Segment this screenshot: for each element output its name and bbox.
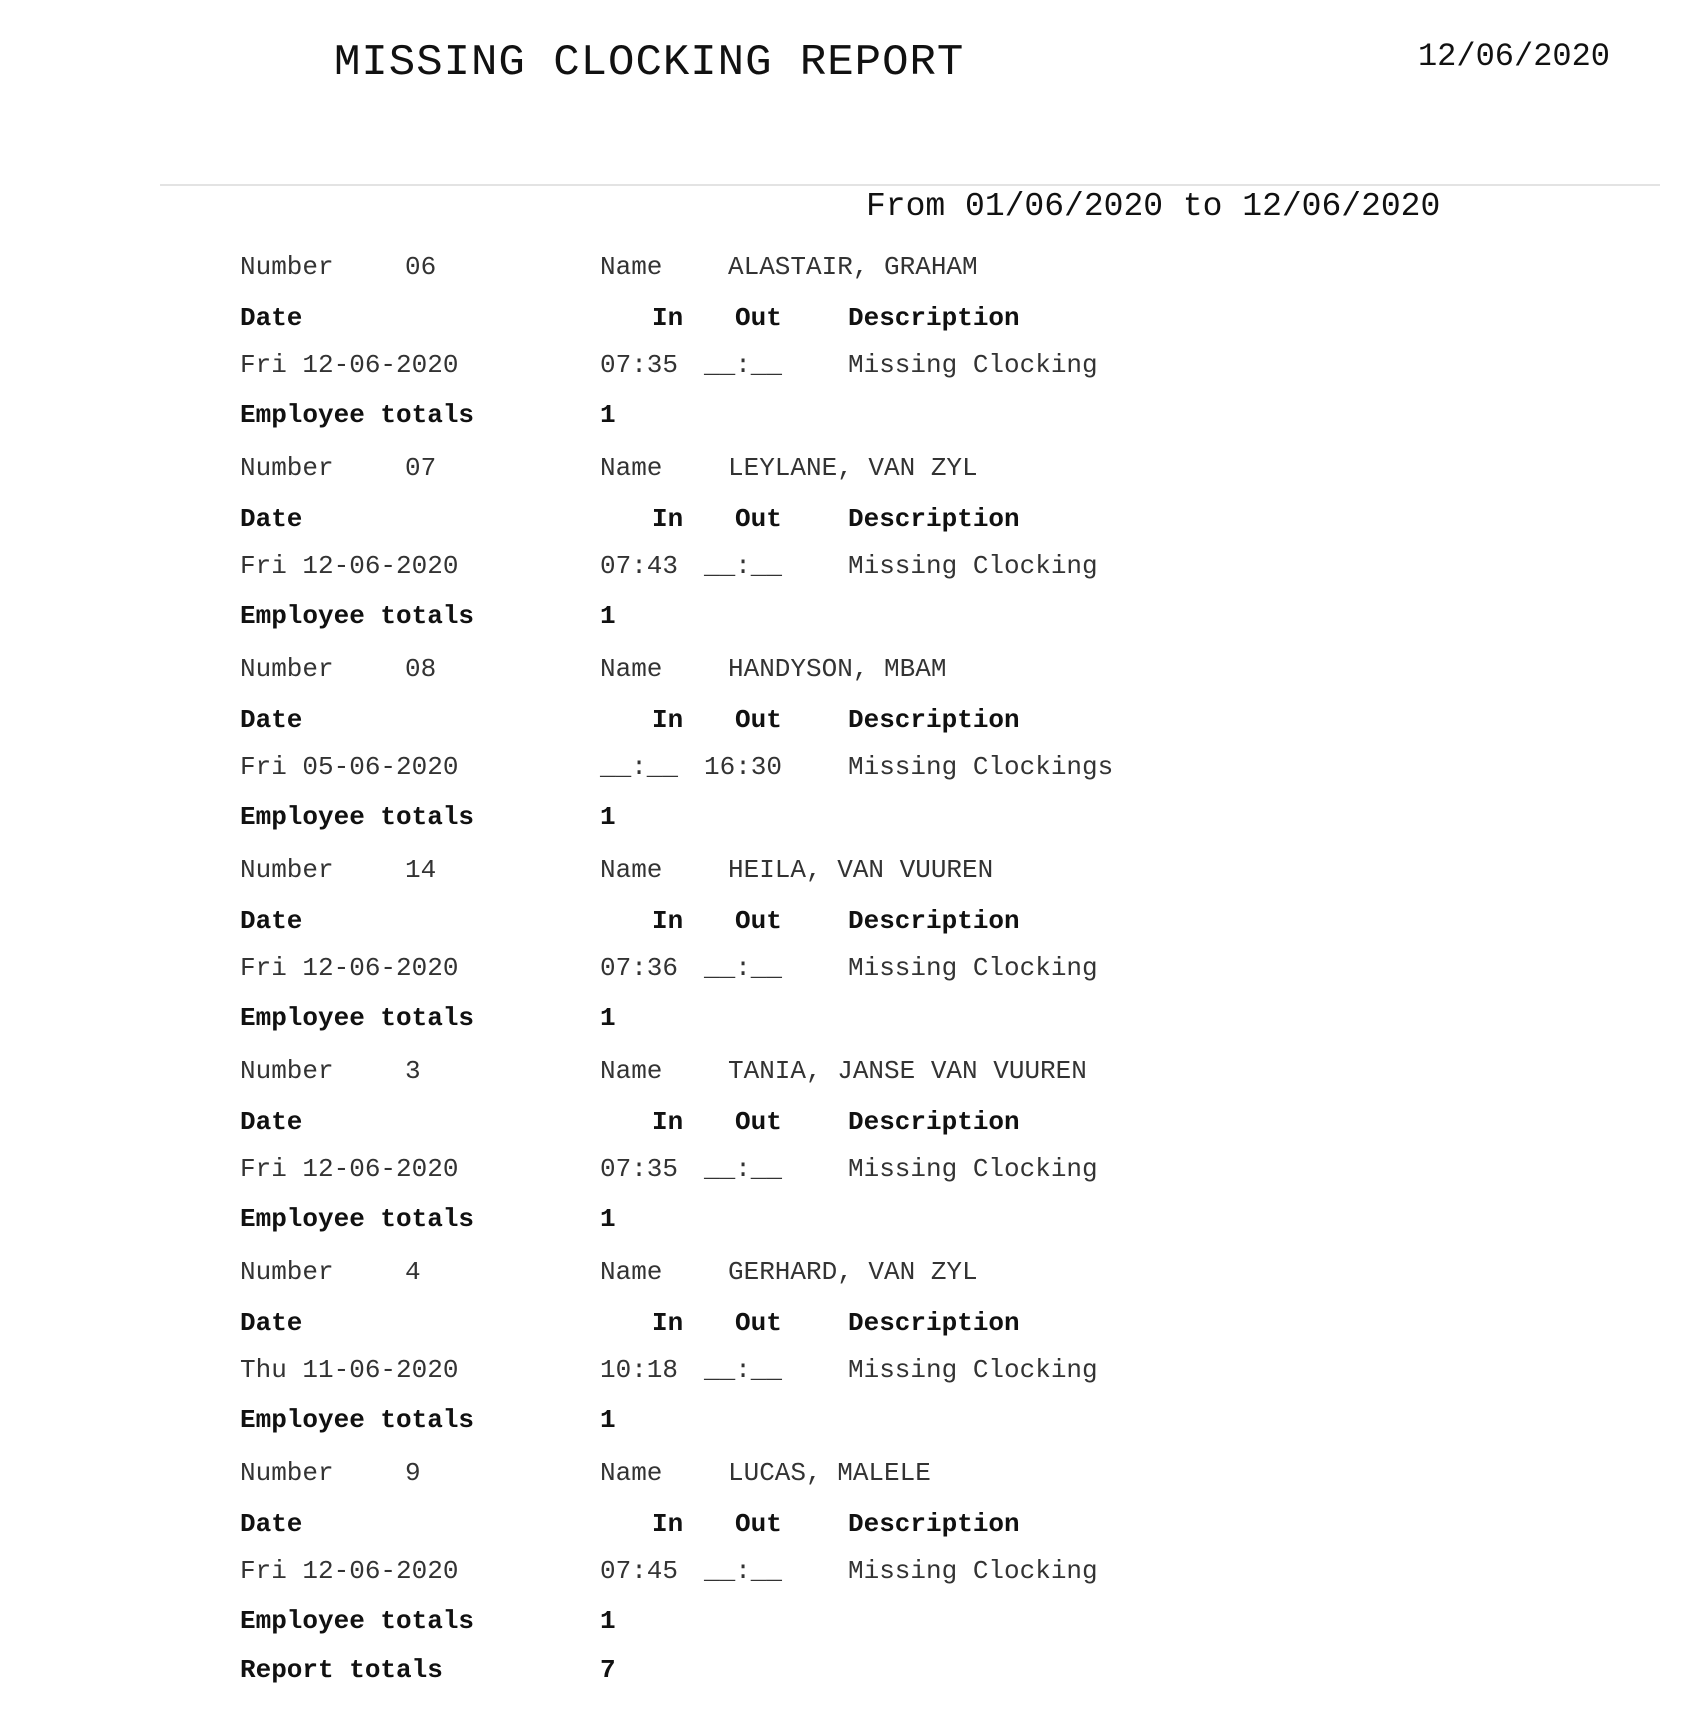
employee-number: 14 (405, 855, 437, 885)
clock-in-time: 07:43 (600, 551, 679, 581)
description-column-header: Description (848, 1308, 1020, 1338)
date-column-header: Date (240, 1509, 303, 1539)
print-date: 12/06/2020 (1417, 38, 1610, 75)
clocking-date: Fri 12-06-2020 (240, 1556, 459, 1586)
name-label: Name (600, 1458, 663, 1488)
number-label: Number (240, 855, 334, 885)
clocking-description: Missing Clocking (848, 1556, 1098, 1586)
employee-name: ALASTAIR, GRAHAM (728, 252, 978, 282)
clocking-date: Fri 05-06-2020 (240, 752, 459, 782)
date-column-header: Date (240, 705, 303, 735)
clock-out-time: 16:30 (704, 752, 783, 782)
number-label: Number (240, 1458, 334, 1488)
in-column-header: In (652, 1509, 684, 1539)
employee-list (0, 243, 1698, 1650)
name-label: Name (600, 855, 663, 885)
clocking-date: Fri 12-06-2020 (240, 551, 459, 581)
employee-name: HANDYSON, MBAM (728, 654, 947, 684)
description-column-header: Description (848, 1107, 1020, 1137)
description-column-header: Description (848, 705, 1020, 735)
out-column-header: Out (735, 906, 782, 936)
employee-number: 08 (405, 654, 437, 684)
employee-number: 07 (405, 453, 437, 483)
name-label: Name (600, 1257, 663, 1287)
employee-name: GERHARD, VAN ZYL (728, 1257, 978, 1287)
employee-block (0, 645, 1698, 846)
report-period: From 01/06/2020 to 12/06/2020 (866, 188, 1441, 225)
clocking-description: Missing Clocking (848, 350, 1098, 380)
date-column-header: Date (240, 906, 303, 936)
employee-name: LEYLANE, VAN ZYL (728, 453, 978, 483)
in-column-header: In (652, 1308, 684, 1338)
employee-totals-value: 1 (600, 601, 616, 631)
employee-block (0, 1449, 1698, 1650)
clock-out-time: __:__ (704, 1154, 783, 1184)
employee-totals-value: 1 (600, 1204, 616, 1234)
name-label: Name (600, 1056, 663, 1086)
employee-totals-label: Employee totals (240, 1405, 475, 1435)
date-column-header: Date (240, 1107, 303, 1137)
out-column-header: Out (735, 1308, 782, 1338)
employee-totals-label: Employee totals (240, 1204, 475, 1234)
employee-block (0, 846, 1698, 1047)
in-column-header: In (652, 906, 684, 936)
description-column-header: Description (848, 1509, 1020, 1539)
clocking-description: Missing Clocking (848, 551, 1098, 581)
description-column-header: Description (848, 906, 1020, 936)
out-column-header: Out (735, 705, 782, 735)
clock-out-time: __:__ (704, 551, 783, 581)
clocking-date: Fri 12-06-2020 (240, 953, 459, 983)
employee-totals-value: 1 (600, 400, 616, 430)
description-column-header: Description (848, 303, 1020, 333)
clocking-description: Missing Clockings (848, 752, 1114, 782)
in-column-header: In (652, 1107, 684, 1137)
employee-number: 4 (405, 1257, 421, 1287)
employee-totals-label: Employee totals (240, 601, 475, 631)
clocking-description: Missing Clocking (848, 1154, 1098, 1184)
employee-totals-value: 1 (600, 1606, 616, 1636)
clock-in-time: __:__ (600, 752, 679, 782)
clock-in-time: 07:45 (600, 1556, 679, 1586)
name-label: Name (600, 453, 663, 483)
employee-name: TANIA, JANSE VAN VUUREN (728, 1056, 1087, 1086)
clock-in-time: 07:35 (600, 1154, 679, 1184)
clock-in-time: 07:36 (600, 953, 679, 983)
report-totals-value: 7 (600, 1655, 616, 1685)
header-divider (160, 184, 1660, 186)
number-label: Number (240, 1056, 334, 1086)
employee-number: 9 (405, 1458, 421, 1488)
employee-totals-label: Employee totals (240, 1606, 475, 1636)
employee-block (0, 1248, 1698, 1449)
clock-in-time: 07:35 (600, 350, 679, 380)
name-label: Name (600, 654, 663, 684)
in-column-header: In (652, 303, 684, 333)
out-column-header: Out (735, 1509, 782, 1539)
date-column-header: Date (240, 303, 303, 333)
date-column-header: Date (240, 504, 303, 534)
employee-block (0, 243, 1698, 444)
in-column-header: In (652, 705, 684, 735)
date-column-header: Date (240, 1308, 303, 1338)
out-column-header: Out (735, 303, 782, 333)
employee-totals-value: 1 (600, 802, 616, 832)
employee-block (0, 1047, 1698, 1248)
employee-name: HEILA, VAN VUUREN (728, 855, 994, 885)
out-column-header: Out (735, 504, 782, 534)
number-label: Number (240, 654, 334, 684)
number-label: Number (240, 1257, 334, 1287)
number-label: Number (240, 252, 334, 282)
employee-number: 06 (405, 252, 437, 282)
name-label: Name (600, 252, 663, 282)
in-column-header: In (652, 504, 684, 534)
clocking-date: Thu 11-06-2020 (240, 1355, 459, 1385)
clock-out-time: __:__ (704, 953, 783, 983)
employee-totals-value: 1 (600, 1405, 616, 1435)
employee-totals-value: 1 (600, 1003, 616, 1033)
clocking-description: Missing Clocking (848, 1355, 1098, 1385)
clock-out-time: __:__ (704, 350, 783, 380)
clock-out-time: __:__ (704, 1355, 783, 1385)
employee-totals-label: Employee totals (240, 400, 475, 430)
clock-out-time: __:__ (704, 1556, 783, 1586)
clocking-description: Missing Clocking (848, 953, 1098, 983)
employee-totals-label: Employee totals (240, 1003, 475, 1033)
employee-number: 3 (405, 1056, 421, 1086)
description-column-header: Description (848, 504, 1020, 534)
report-title: MISSING CLOCKING REPORT (334, 38, 965, 88)
report-totals-label: Report totals (240, 1655, 443, 1685)
employee-block (0, 444, 1698, 645)
clock-in-time: 10:18 (600, 1355, 679, 1385)
number-label: Number (240, 453, 334, 483)
employee-totals-label: Employee totals (240, 802, 475, 832)
clocking-date: Fri 12-06-2020 (240, 350, 459, 380)
clocking-date: Fri 12-06-2020 (240, 1154, 459, 1184)
employee-name: LUCAS, MALELE (728, 1458, 931, 1488)
out-column-header: Out (735, 1107, 782, 1137)
